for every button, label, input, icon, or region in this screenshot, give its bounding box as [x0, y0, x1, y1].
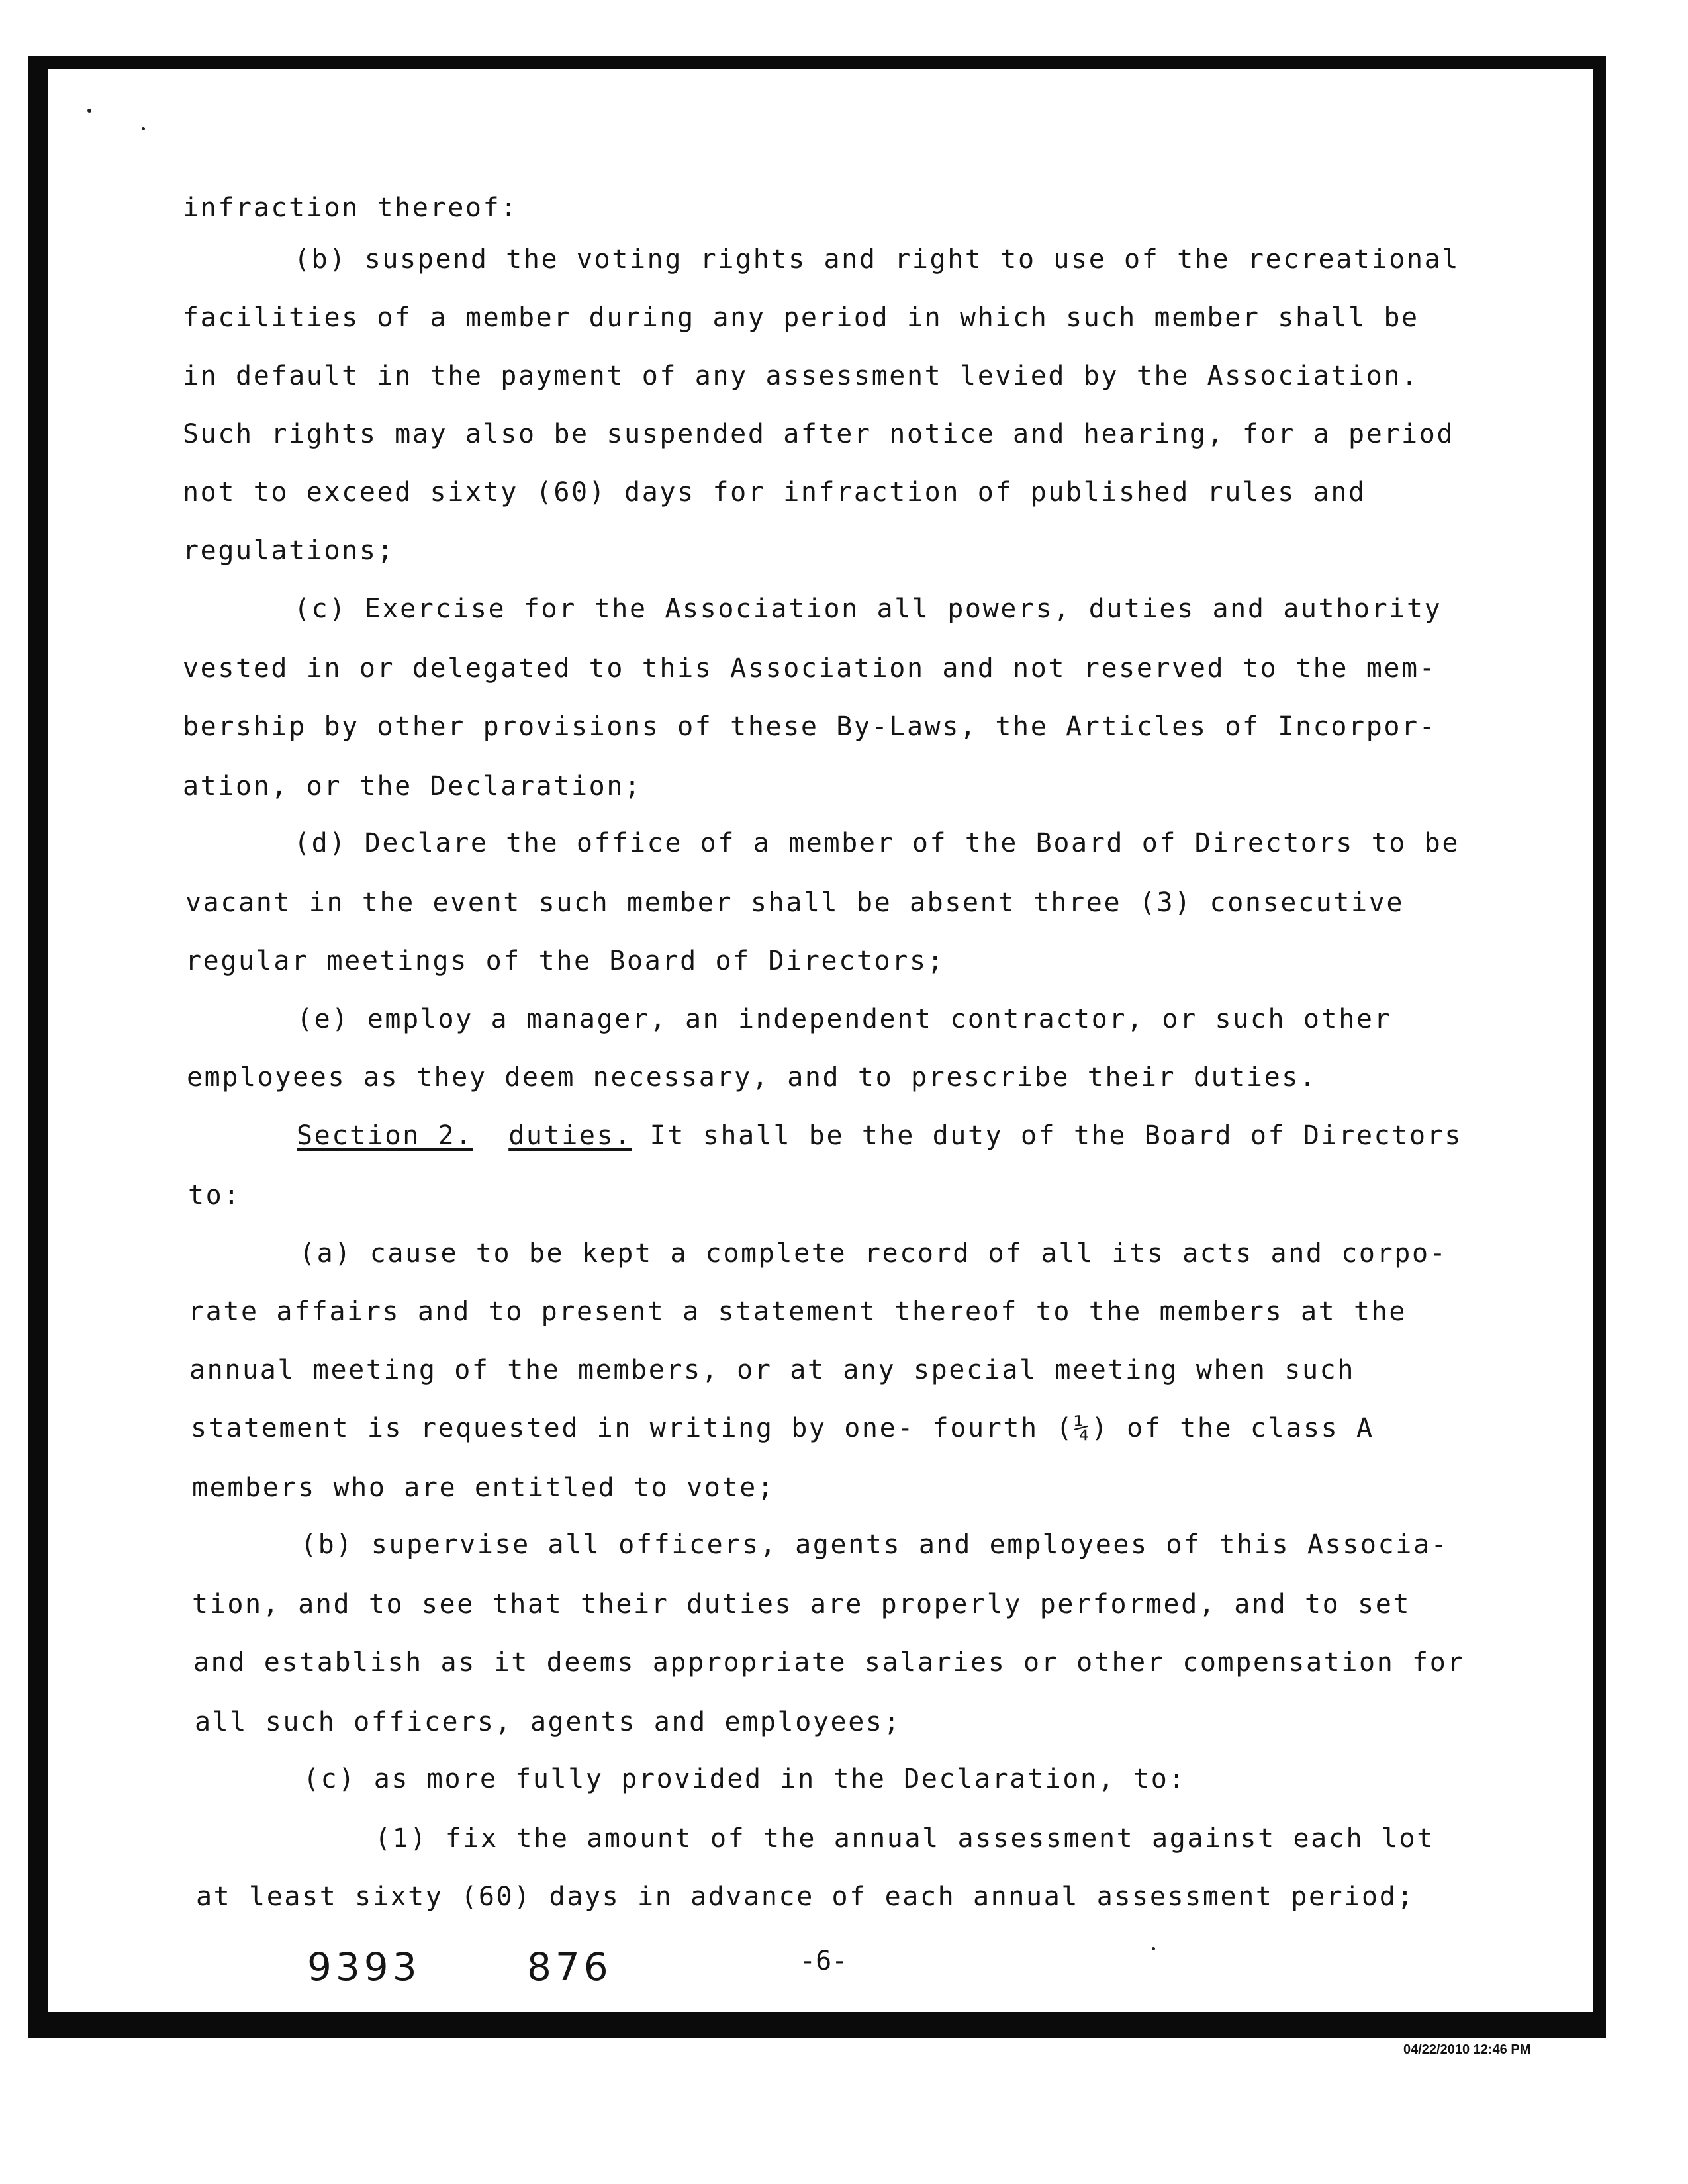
text-line: at least sixty (60) days in advance of each annual assessment period;	[196, 1882, 1415, 1912]
text-line: (c) as more fully provided in the Declaration, to:	[303, 1764, 1187, 1794]
text-line: vested in or delegated to this Association and not reserved to the mem-	[183, 653, 1437, 684]
text-line: members who are entitled to vote;	[192, 1473, 775, 1503]
text-line: Such rights may also be suspended after notice and hearing, for a period	[183, 419, 1455, 449]
text-line: employees as they deem necessary, and to prescribe their duties.	[187, 1062, 1317, 1093]
text-line: statement is requested in writing by one- fourth (¼) of the class A	[191, 1413, 1374, 1443]
text-line: in default in the payment of any assessment levied by the Association.	[183, 361, 1419, 391]
text-line: (b) suspend the voting rights and right to use of the recreational	[294, 244, 1460, 275]
section-label: Section 2.	[297, 1120, 473, 1151]
page-number: -6-	[800, 1946, 848, 1976]
text-line: all such officers, agents and employees;	[195, 1707, 902, 1737]
scan-speck	[142, 127, 145, 130]
text-line: (e) employ a manager, an independent contractor, or such other	[297, 1004, 1392, 1034]
scan-speck	[1152, 1947, 1155, 1950]
book-number: 9393	[307, 1944, 421, 1989]
text-line: not to exceed sixty (60) days for infraction of published rules and	[183, 477, 1366, 508]
text-line: vacant in the event such member shall be absent three (3) consecutive	[185, 887, 1405, 918]
section-title: duties.	[508, 1120, 632, 1151]
print-timestamp: 04/22/2010 12:46 PM	[1403, 2042, 1531, 2057]
text-line: infraction thereof:	[183, 193, 518, 223]
text-line: regulations;	[183, 535, 395, 566]
text-line: rate affairs and to present a statement thereof to the members at the	[188, 1297, 1407, 1327]
text-line: annual meeting of the members, or at any special meeting when such	[189, 1355, 1356, 1385]
text-line: bership by other provisions of these By-Laws, the Articles of Incorpor-	[183, 711, 1437, 742]
text-line: (a) cause to be kept a complete record of all its acts and corpo-	[299, 1238, 1448, 1269]
text-line: (b) supervise all officers, agents and employees of this Associa-	[301, 1529, 1449, 1560]
text-line: regular meetings of the Board of Directors;	[185, 946, 945, 976]
page-ref-number: 876	[527, 1944, 612, 1989]
text-line: (1) fix the amount of the annual assessment against each lot	[375, 1823, 1434, 1854]
text-line: ation, or the Declaration;	[183, 771, 642, 801]
text-line: and establish as it deems appropriate salaries or other compensation for	[193, 1647, 1466, 1678]
text-line: tion, and to see that their duties are properly performed, and to set	[192, 1589, 1411, 1619]
section-heading	[297, 1120, 1462, 1152]
section-text: It shall be the duty of the Board of Directors	[632, 1120, 1463, 1151]
text-line: to:	[188, 1180, 242, 1210]
scan-speck	[87, 109, 91, 113]
text-line: (c) Exercise for the Association all powers, duties and authority	[294, 594, 1442, 624]
text-line: (d) Declare the office of a member of the Board of Directors to be	[294, 828, 1460, 858]
text-line: facilities of a member during any period in which such member shall be	[183, 302, 1419, 333]
